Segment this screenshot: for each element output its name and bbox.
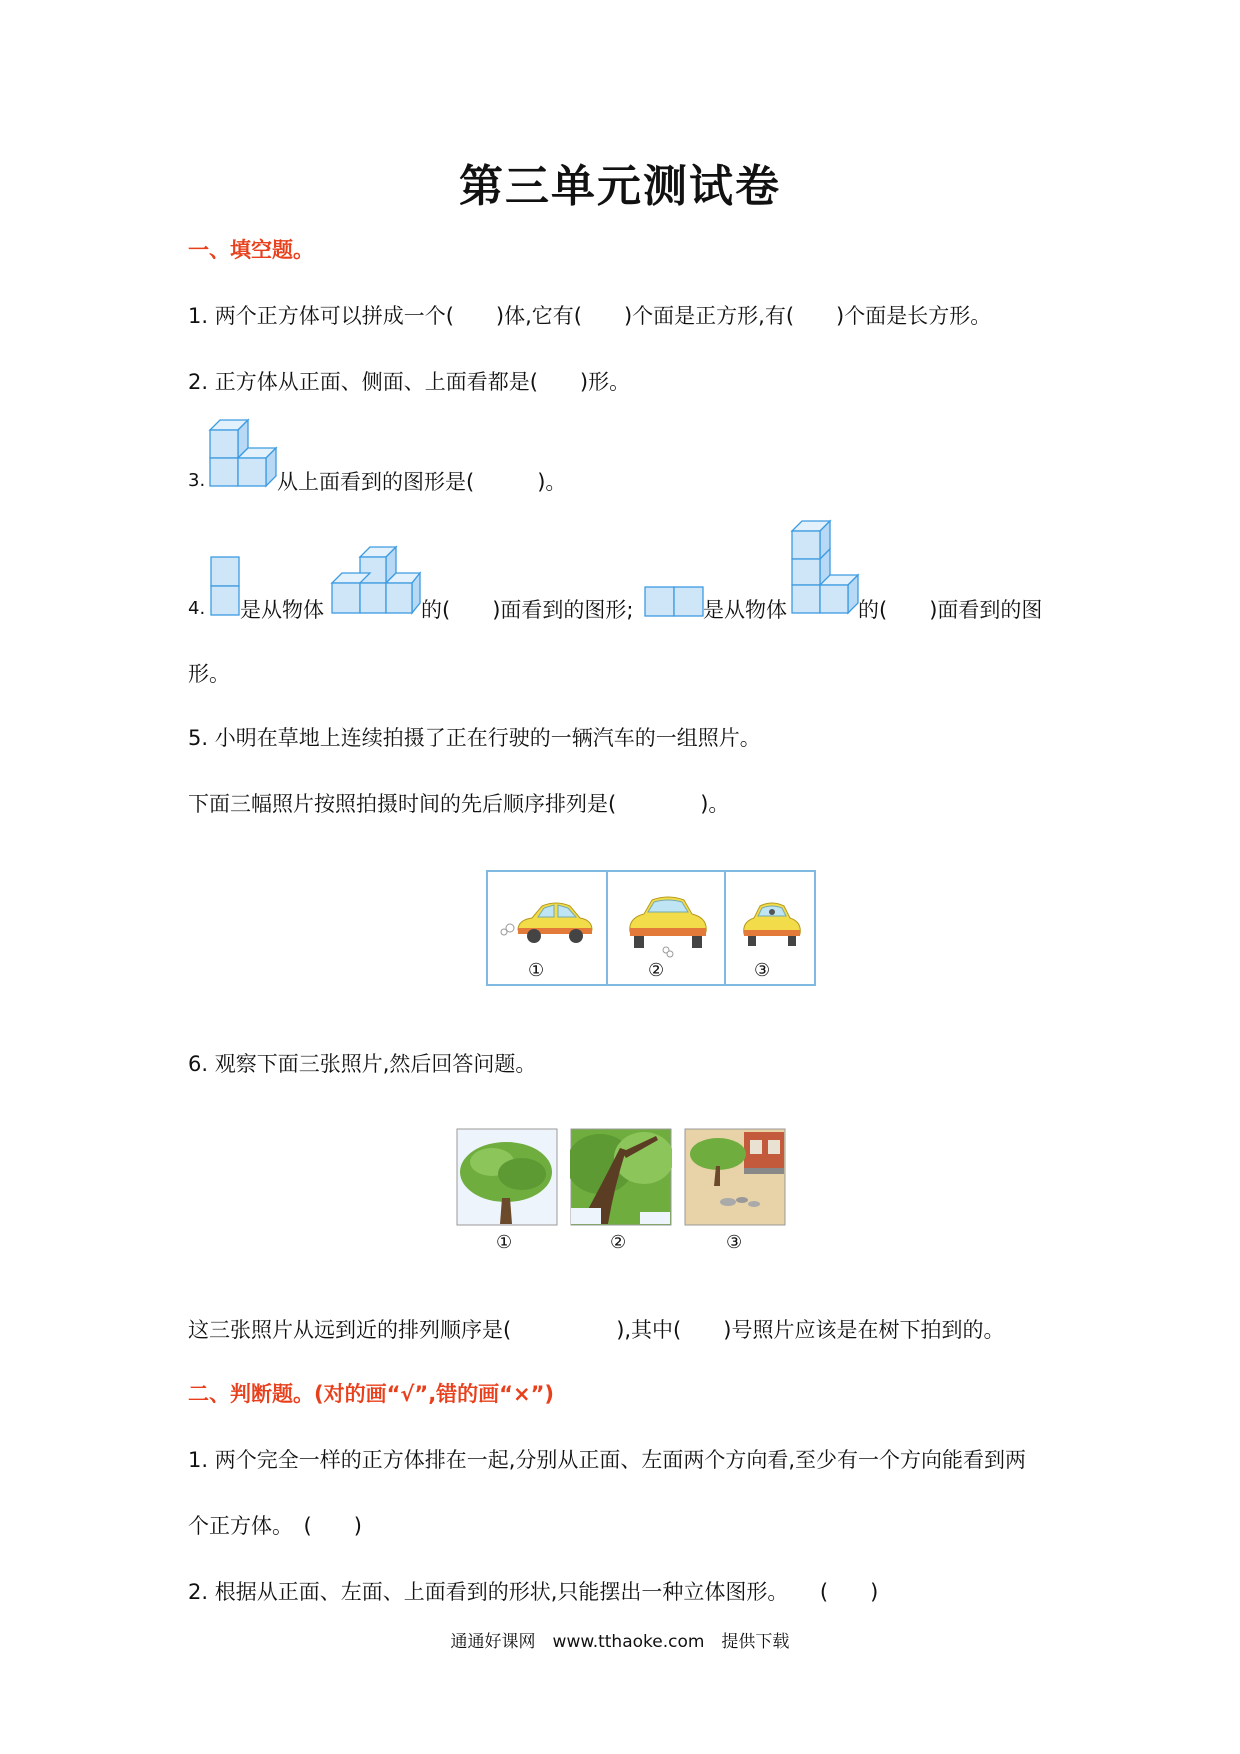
tree-photo-1-image xyxy=(456,1128,558,1226)
question-4-part1: 是从物体 xyxy=(240,598,324,622)
section-heading-true-false: 二、判断题。(对的画“√”,错的画“×”) xyxy=(188,1382,554,1406)
tree-photo-2-image xyxy=(570,1128,672,1226)
tree-label-1: ① xyxy=(496,1232,513,1253)
page-footer: 通通好课网 www.tthaoke.com 提供下载 xyxy=(450,1632,790,1652)
question-5-line1: 5. 小明在草地上连续拍摄了正在行驶的一辆汽车的一组照片。 xyxy=(188,726,761,750)
question-2: 2. 正方体从正面、侧面、上面看都是( )形。 xyxy=(188,370,631,394)
q3-cube-figure xyxy=(208,418,278,490)
q4-two-square-row xyxy=(644,586,706,618)
car-label-1: ① xyxy=(528,960,545,981)
question-4-part4: 的( )面看到的图 xyxy=(858,598,1043,622)
tree-photo-3-image xyxy=(684,1128,786,1226)
question-3-text: 从上面看到的图形是( )。 xyxy=(277,470,567,494)
question-4-part2: 的( )面看到的图形; xyxy=(421,598,634,622)
car-photo-panel xyxy=(486,870,816,986)
page-title: 第三单元测试卷 xyxy=(459,161,781,212)
judge-1-line1: 1. 两个完全一样的正方体排在一起,分别从正面、左面两个方向看,至少有一个方向能看到两 xyxy=(188,1448,1027,1472)
question-4-number: 4. xyxy=(188,598,206,619)
q4-cube-figure-a xyxy=(330,545,422,617)
question-3-number: 3. xyxy=(188,470,206,491)
car-side-view-image xyxy=(498,896,598,952)
car-front-view-image xyxy=(618,892,718,958)
question-1: 1. 两个正方体可以拼成一个( )体,它有( )个面是正方形,有( )个面是长方形。 xyxy=(188,304,992,328)
question-5-line2: 下面三幅照片按照拍摄时间的先后顺序排列是( )。 xyxy=(188,792,730,816)
judge-2: 2. 根据从正面、左面、上面看到的形状,只能摆出一种立体图形。 ( ) xyxy=(188,1580,879,1604)
tree-label-3: ③ xyxy=(726,1232,743,1253)
car-label-3: ③ xyxy=(754,960,771,981)
question-6-question: 这三张照片从远到近的排列顺序是( ),其中( )号照片应该是在树下拍到的。 xyxy=(188,1318,1005,1342)
question-6-line1: 6. 观察下面三张照片,然后回答问题。 xyxy=(188,1052,537,1076)
section-heading-fill-blank: 一、填空题。 xyxy=(188,238,314,262)
question-4-part3: 是从物体 xyxy=(703,598,787,622)
car-label-2: ② xyxy=(648,960,665,981)
q4-two-square-column xyxy=(210,556,242,618)
question-4-continuation: 形。 xyxy=(188,662,230,686)
q4-cube-figure-b xyxy=(790,519,860,617)
car-back-view-image xyxy=(736,900,808,954)
judge-1-line2: 个正方体。 ( ) xyxy=(188,1514,362,1538)
tree-label-2: ② xyxy=(610,1232,627,1253)
